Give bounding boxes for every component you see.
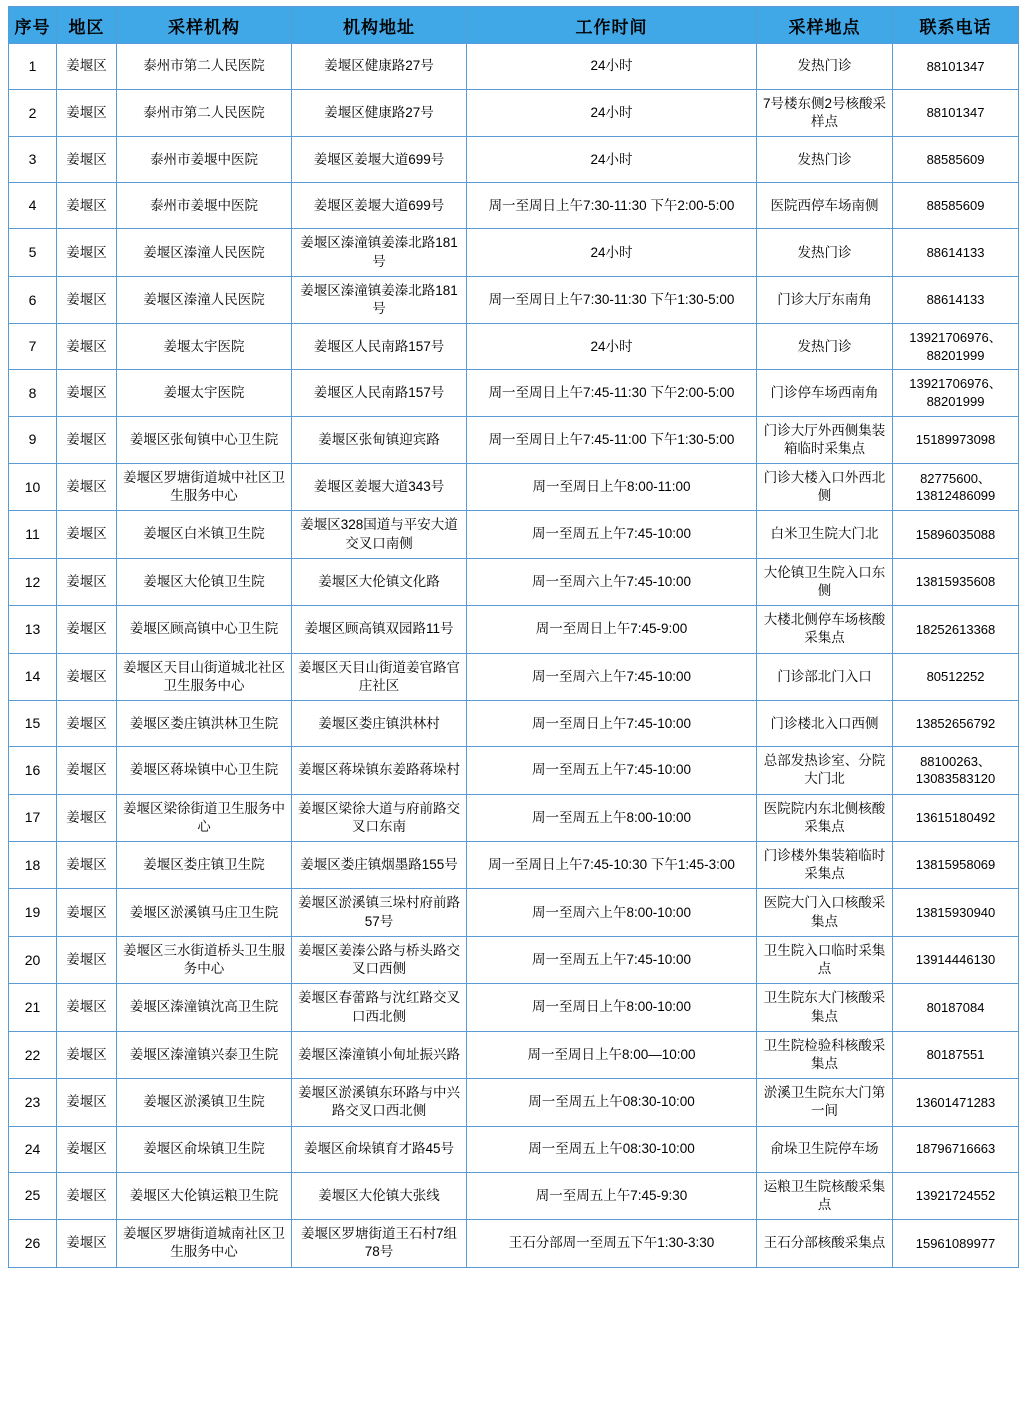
cell-tel: 13921724552 xyxy=(893,1172,1019,1219)
cell-org: 姜堰区溱潼人民医院 xyxy=(117,276,292,323)
cell-time: 周一至周日上午7:45-11:30 下午2:00-5:00 xyxy=(467,370,757,416)
cell-site: 门诊楼外集装箱临时采集点 xyxy=(757,842,893,889)
cell-site: 王石分部核酸采集点 xyxy=(757,1220,893,1267)
cell-no: 13 xyxy=(9,606,57,653)
cell-org: 姜堰区淤溪镇卫生院 xyxy=(117,1079,292,1126)
cell-time: 周一至周日上午7:30-11:30 下午1:30-5:00 xyxy=(467,276,757,323)
cell-area: 姜堰区 xyxy=(57,1031,117,1078)
cell-area: 姜堰区 xyxy=(57,229,117,276)
cell-no: 22 xyxy=(9,1031,57,1078)
cell-addr: 姜堰区春蕾路与沈红路交叉口西北侧 xyxy=(292,984,467,1031)
cell-addr: 姜堰区姜堰大道699号 xyxy=(292,183,467,229)
cell-tel: 88585609 xyxy=(893,137,1019,183)
cell-addr: 姜堰区溱潼镇姜溱北路181号 xyxy=(292,229,467,276)
cell-time: 周一至周五上午08:30-10:00 xyxy=(467,1079,757,1126)
cell-area: 姜堰区 xyxy=(57,44,117,90)
table-row xyxy=(9,1079,1019,1126)
table-row xyxy=(9,463,1019,510)
cell-no: 26 xyxy=(9,1220,57,1267)
cell-addr: 姜堰区顾高镇双园路11号 xyxy=(292,606,467,653)
column-header-site: 采样地点 xyxy=(757,7,893,44)
table-row xyxy=(9,794,1019,841)
cell-site: 医院大门入口核酸采集点 xyxy=(757,889,893,936)
column-header-tel: 联系电话 xyxy=(893,7,1019,44)
cell-time: 周一至周日上午7:45-11:00 下午1:30-5:00 xyxy=(467,416,757,463)
cell-area: 姜堰区 xyxy=(57,653,117,700)
cell-area: 姜堰区 xyxy=(57,1079,117,1126)
table-row xyxy=(9,1220,1019,1267)
cell-addr: 姜堰区蒋垛镇东姜路蒋垛村 xyxy=(292,747,467,794)
cell-time: 王石分部周一至周五下午1:30-3:30 xyxy=(467,1220,757,1267)
cell-tel: 88101347 xyxy=(893,90,1019,137)
table-row xyxy=(9,747,1019,794)
table-row xyxy=(9,1126,1019,1172)
cell-tel: 13815935608 xyxy=(893,558,1019,605)
cell-org: 泰州市姜堰中医院 xyxy=(117,183,292,229)
table-row xyxy=(9,701,1019,747)
column-header-area: 地区 xyxy=(57,7,117,44)
table-row xyxy=(9,1031,1019,1078)
cell-no: 3 xyxy=(9,137,57,183)
header-row xyxy=(9,7,1019,44)
column-header-addr: 机构地址 xyxy=(292,7,467,44)
cell-site: 发热门诊 xyxy=(757,324,893,370)
cell-no: 12 xyxy=(9,558,57,605)
column-header-time: 工作时间 xyxy=(467,7,757,44)
cell-org: 姜堰区溱潼人民医院 xyxy=(117,229,292,276)
cell-time: 周一至周日上午7:45-9:00 xyxy=(467,606,757,653)
cell-org: 姜堰区天目山街道城北社区卫生服务中心 xyxy=(117,653,292,700)
cell-area: 姜堰区 xyxy=(57,370,117,416)
cell-no: 20 xyxy=(9,936,57,983)
cell-area: 姜堰区 xyxy=(57,276,117,323)
cell-time: 周一至周日上午7:45-10:30 下午1:45-3:00 xyxy=(467,842,757,889)
cell-no: 25 xyxy=(9,1172,57,1219)
cell-addr: 姜堰区328国道与平安大道交叉口南侧 xyxy=(292,511,467,558)
cell-time: 24小时 xyxy=(467,229,757,276)
cell-site: 淤溪卫生院东大门第一间 xyxy=(757,1079,893,1126)
cell-area: 姜堰区 xyxy=(57,558,117,605)
cell-site: 白米卫生院大门北 xyxy=(757,511,893,558)
cell-site: 卫生院检验科核酸采集点 xyxy=(757,1031,893,1078)
cell-area: 姜堰区 xyxy=(57,511,117,558)
cell-site: 总部发热诊室、分院大门北 xyxy=(757,747,893,794)
cell-addr: 姜堰区人民南路157号 xyxy=(292,370,467,416)
cell-time: 周一至周六上午7:45-10:00 xyxy=(467,558,757,605)
cell-no: 6 xyxy=(9,276,57,323)
column-header-org: 采样机构 xyxy=(117,7,292,44)
cell-area: 姜堰区 xyxy=(57,606,117,653)
cell-org: 泰州市第二人民医院 xyxy=(117,44,292,90)
cell-area: 姜堰区 xyxy=(57,416,117,463)
cell-addr: 姜堰区健康路27号 xyxy=(292,90,467,137)
cell-tel: 88614133 xyxy=(893,229,1019,276)
cell-tel: 80187551 xyxy=(893,1031,1019,1078)
table-row xyxy=(9,984,1019,1031)
cell-no: 19 xyxy=(9,889,57,936)
cell-area: 姜堰区 xyxy=(57,936,117,983)
cell-area: 姜堰区 xyxy=(57,984,117,1031)
cell-no: 9 xyxy=(9,416,57,463)
cell-org: 姜堰太宇医院 xyxy=(117,370,292,416)
cell-site: 门诊大厅东南角 xyxy=(757,276,893,323)
cell-tel: 13815930940 xyxy=(893,889,1019,936)
cell-tel: 80187084 xyxy=(893,984,1019,1031)
cell-no: 18 xyxy=(9,842,57,889)
cell-org: 姜堰区大伦镇运粮卫生院 xyxy=(117,1172,292,1219)
cell-tel: 88614133 xyxy=(893,276,1019,323)
cell-area: 姜堰区 xyxy=(57,137,117,183)
cell-tel: 13921706976、88201999 xyxy=(893,324,1019,370)
cell-time: 周一至周五上午7:45-10:00 xyxy=(467,936,757,983)
cell-no: 21 xyxy=(9,984,57,1031)
cell-addr: 姜堰区罗塘街道王石村7组78号 xyxy=(292,1220,467,1267)
table-row xyxy=(9,324,1019,370)
table-row xyxy=(9,276,1019,323)
cell-no: 14 xyxy=(9,653,57,700)
cell-addr: 姜堰区大伦镇文化路 xyxy=(292,558,467,605)
cell-site: 门诊大楼入口外西北侧 xyxy=(757,463,893,510)
cell-tel: 13815958069 xyxy=(893,842,1019,889)
table-row xyxy=(9,229,1019,276)
cell-no: 11 xyxy=(9,511,57,558)
cell-addr: 姜堰区大伦镇大张线 xyxy=(292,1172,467,1219)
cell-addr: 姜堰区梁徐大道与府前路交叉口东南 xyxy=(292,794,467,841)
cell-site: 卫生院入口临时采集点 xyxy=(757,936,893,983)
cell-org: 泰州市姜堰中医院 xyxy=(117,137,292,183)
cell-time: 24小时 xyxy=(467,44,757,90)
table-body xyxy=(9,44,1019,1268)
cell-time: 周一至周日上午7:30-11:30 下午2:00-5:00 xyxy=(467,183,757,229)
cell-org: 姜堰区梁徐街道卫生服务中心 xyxy=(117,794,292,841)
cell-no: 5 xyxy=(9,229,57,276)
cell-org: 姜堰区大伦镇卫生院 xyxy=(117,558,292,605)
cell-tel: 82775600、13812486099 xyxy=(893,463,1019,510)
table-row xyxy=(9,653,1019,700)
cell-area: 姜堰区 xyxy=(57,463,117,510)
cell-no: 23 xyxy=(9,1079,57,1126)
cell-time: 24小时 xyxy=(467,90,757,137)
cell-org: 姜堰区张甸镇中心卫生院 xyxy=(117,416,292,463)
cell-site: 门诊部北门入口 xyxy=(757,653,893,700)
table-row xyxy=(9,137,1019,183)
cell-time: 周一至周日上午8:00—10:00 xyxy=(467,1031,757,1078)
cell-time: 周一至周五上午8:00-10:00 xyxy=(467,794,757,841)
cell-org: 姜堰区娄庄镇卫生院 xyxy=(117,842,292,889)
cell-time: 周一至周五上午7:45-10:00 xyxy=(467,511,757,558)
cell-org: 泰州市第二人民医院 xyxy=(117,90,292,137)
cell-area: 姜堰区 xyxy=(57,794,117,841)
table-row xyxy=(9,842,1019,889)
cell-no: 24 xyxy=(9,1126,57,1172)
cell-no: 16 xyxy=(9,747,57,794)
cell-site: 发热门诊 xyxy=(757,229,893,276)
cell-addr: 姜堰区淤溪镇东环路与中兴路交叉口西北侧 xyxy=(292,1079,467,1126)
cell-addr: 姜堰区天目山街道姜官路官庄社区 xyxy=(292,653,467,700)
cell-tel: 18796716663 xyxy=(893,1126,1019,1172)
cell-area: 姜堰区 xyxy=(57,1220,117,1267)
cell-no: 15 xyxy=(9,701,57,747)
cell-time: 24小时 xyxy=(467,324,757,370)
cell-addr: 姜堰区姜溱公路与桥头路交叉口西侧 xyxy=(292,936,467,983)
cell-no: 1 xyxy=(9,44,57,90)
cell-tel: 80512252 xyxy=(893,653,1019,700)
column-header-no: 序号 xyxy=(9,7,57,44)
cell-no: 7 xyxy=(9,324,57,370)
table-row xyxy=(9,936,1019,983)
table-row xyxy=(9,511,1019,558)
cell-area: 姜堰区 xyxy=(57,1126,117,1172)
cell-tel: 13914446130 xyxy=(893,936,1019,983)
cell-tel: 88101347 xyxy=(893,44,1019,90)
cell-time: 周一至周日上午8:00-10:00 xyxy=(467,984,757,1031)
cell-org: 姜堰区白米镇卫生院 xyxy=(117,511,292,558)
cell-area: 姜堰区 xyxy=(57,90,117,137)
cell-site: 运粮卫生院核酸采集点 xyxy=(757,1172,893,1219)
cell-addr: 姜堰区张甸镇迎宾路 xyxy=(292,416,467,463)
cell-org: 姜堰区溱潼镇沈高卫生院 xyxy=(117,984,292,1031)
cell-addr: 姜堰区健康路27号 xyxy=(292,44,467,90)
cell-addr: 姜堰区娄庄镇洪林村 xyxy=(292,701,467,747)
cell-addr: 姜堰区姜堰大道699号 xyxy=(292,137,467,183)
cell-org: 姜堰区俞垛镇卫生院 xyxy=(117,1126,292,1172)
table-row xyxy=(9,558,1019,605)
table-row xyxy=(9,90,1019,137)
table-row xyxy=(9,889,1019,936)
cell-tel: 18252613368 xyxy=(893,606,1019,653)
cell-site: 门诊停车场西南角 xyxy=(757,370,893,416)
table-row xyxy=(9,606,1019,653)
cell-no: 2 xyxy=(9,90,57,137)
cell-org: 姜堰区顾高镇中心卫生院 xyxy=(117,606,292,653)
cell-addr: 姜堰区姜堰大道343号 xyxy=(292,463,467,510)
sampling-sites-table xyxy=(8,6,1019,1268)
cell-site: 门诊楼北入口西侧 xyxy=(757,701,893,747)
cell-time: 周一至周五上午7:45-10:00 xyxy=(467,747,757,794)
cell-site: 大楼北侧停车场核酸采集点 xyxy=(757,606,893,653)
cell-org: 姜堰区溱潼镇兴泰卫生院 xyxy=(117,1031,292,1078)
cell-tel: 15896035088 xyxy=(893,511,1019,558)
cell-tel: 15961089977 xyxy=(893,1220,1019,1267)
cell-tel: 13615180492 xyxy=(893,794,1019,841)
cell-tel: 15189973098 xyxy=(893,416,1019,463)
cell-tel: 88585609 xyxy=(893,183,1019,229)
cell-site: 医院西停车场南侧 xyxy=(757,183,893,229)
table-row xyxy=(9,416,1019,463)
cell-tel: 13601471283 xyxy=(893,1079,1019,1126)
cell-area: 姜堰区 xyxy=(57,747,117,794)
cell-time: 周一至周日上午8:00-11:00 xyxy=(467,463,757,510)
cell-no: 4 xyxy=(9,183,57,229)
cell-site: 大伦镇卫生院入口东侧 xyxy=(757,558,893,605)
cell-tel: 13921706976、88201999 xyxy=(893,370,1019,416)
cell-area: 姜堰区 xyxy=(57,183,117,229)
cell-addr: 姜堰区溱潼镇小甸址振兴路 xyxy=(292,1031,467,1078)
cell-time: 周一至周五上午7:45-9:30 xyxy=(467,1172,757,1219)
cell-org: 姜堰区蒋垛镇中心卫生院 xyxy=(117,747,292,794)
cell-org: 姜堰太宇医院 xyxy=(117,324,292,370)
cell-area: 姜堰区 xyxy=(57,889,117,936)
table-row xyxy=(9,1172,1019,1219)
cell-area: 姜堰区 xyxy=(57,324,117,370)
cell-tel: 88100263、13083583120 xyxy=(893,747,1019,794)
cell-site: 医院院内东北侧核酸采集点 xyxy=(757,794,893,841)
table-header xyxy=(9,7,1019,44)
cell-org: 姜堰区三水街道桥头卫生服务中心 xyxy=(117,936,292,983)
cell-time: 周一至周六上午8:00-10:00 xyxy=(467,889,757,936)
cell-no: 10 xyxy=(9,463,57,510)
cell-site: 门诊大厅外西侧集装箱临时采集点 xyxy=(757,416,893,463)
cell-area: 姜堰区 xyxy=(57,701,117,747)
cell-org: 姜堰区娄庄镇洪林卫生院 xyxy=(117,701,292,747)
cell-time: 24小时 xyxy=(467,137,757,183)
table-row xyxy=(9,370,1019,416)
cell-no: 17 xyxy=(9,794,57,841)
cell-site: 俞垛卫生院停车场 xyxy=(757,1126,893,1172)
cell-site: 7号楼东侧2号核酸采样点 xyxy=(757,90,893,137)
cell-addr: 姜堰区溱潼镇姜溱北路181号 xyxy=(292,276,467,323)
table-row xyxy=(9,183,1019,229)
cell-addr: 姜堰区淤溪镇三垛村府前路57号 xyxy=(292,889,467,936)
cell-site: 发热门诊 xyxy=(757,137,893,183)
cell-org: 姜堰区罗塘街道城中社区卫生服务中心 xyxy=(117,463,292,510)
cell-org: 姜堰区淤溪镇马庄卫生院 xyxy=(117,889,292,936)
cell-no: 8 xyxy=(9,370,57,416)
cell-site: 发热门诊 xyxy=(757,44,893,90)
cell-org: 姜堰区罗塘街道城南社区卫生服务中心 xyxy=(117,1220,292,1267)
cell-time: 周一至周日上午7:45-10:00 xyxy=(467,701,757,747)
cell-area: 姜堰区 xyxy=(57,1172,117,1219)
cell-area: 姜堰区 xyxy=(57,842,117,889)
cell-site: 卫生院东大门核酸采集点 xyxy=(757,984,893,1031)
cell-time: 周一至周五上午08:30-10:00 xyxy=(467,1126,757,1172)
cell-addr: 姜堰区俞垛镇育才路45号 xyxy=(292,1126,467,1172)
cell-time: 周一至周六上午7:45-10:00 xyxy=(467,653,757,700)
cell-tel: 13852656792 xyxy=(893,701,1019,747)
cell-addr: 姜堰区人民南路157号 xyxy=(292,324,467,370)
cell-addr: 姜堰区娄庄镇烟墨路155号 xyxy=(292,842,467,889)
table-row xyxy=(9,44,1019,90)
